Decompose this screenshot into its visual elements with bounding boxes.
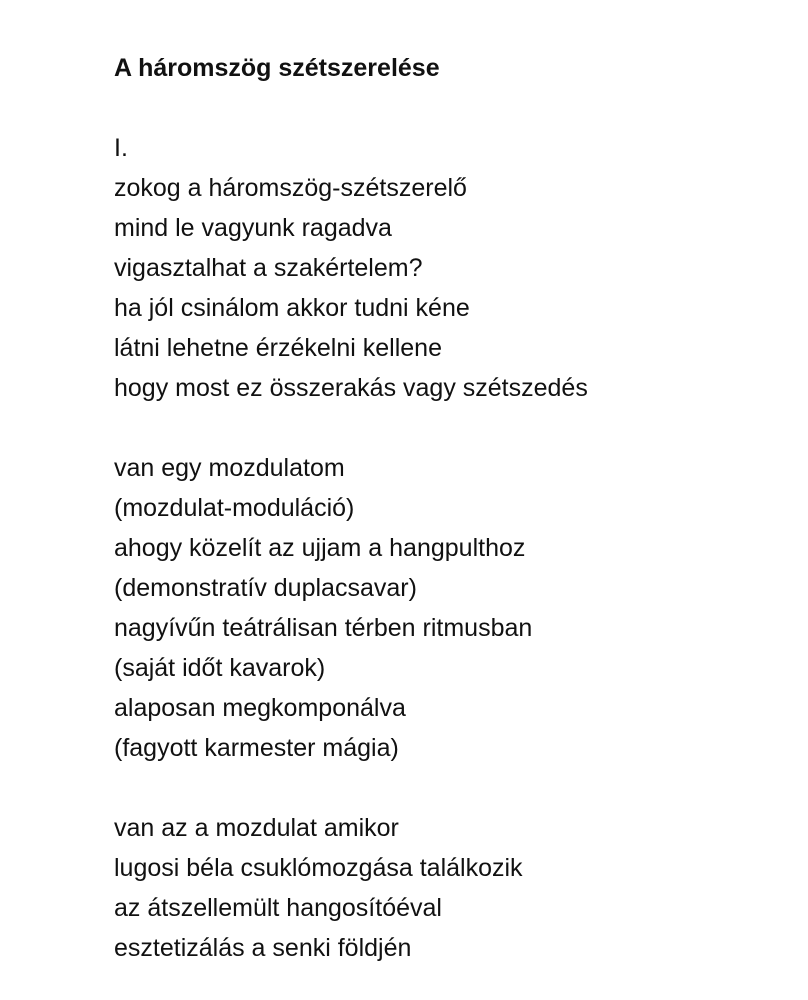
- poem-line: mind le vagyunk ragadva: [114, 214, 392, 242]
- poem-title: A háromszög szétszerelése: [114, 54, 440, 82]
- poem-line: az átszellemült hangosítóéval: [114, 894, 442, 922]
- poem-line: látni lehetne érzékelni kellene: [114, 334, 442, 362]
- poem-line: vigasztalhat a szakértelem?: [114, 254, 423, 282]
- poem-line: van az a mozdulat amikor: [114, 814, 399, 842]
- stanza-2: [114, 448, 774, 768]
- poem-line: esztetizálás a senki földjén: [114, 934, 412, 962]
- poem-line: (saját időt kavarok): [114, 654, 326, 682]
- poem-line: hogy most ez összerakás vagy szétszedés: [114, 374, 588, 402]
- blank-line: [114, 768, 774, 808]
- poem-line: van egy mozdulatom: [114, 454, 345, 482]
- poem-line: alaposan megkomponálva: [114, 694, 406, 722]
- poem: [114, 48, 774, 968]
- poem-line: nagyívűn teátrálisan térben ritmusban: [114, 614, 533, 642]
- stanza-3: [114, 808, 774, 968]
- poem-line: ha jól csinálom akkor tudni kéne: [114, 294, 470, 322]
- stanza-1: [114, 168, 774, 408]
- blank-line: [114, 408, 774, 448]
- poem-line: (fagyott karmester mágia): [114, 734, 399, 762]
- poem-line: zokog a háromszög-szétszerelő: [114, 174, 467, 202]
- blank-line: [114, 88, 774, 128]
- poem-line: lugosi béla csuklómozgása találkozik: [114, 854, 523, 882]
- poem-line: ahogy közelít az ujjam a hangpulthoz: [114, 534, 526, 562]
- poem-line: (mozdulat-moduláció): [114, 494, 355, 522]
- poem-line: (demonstratív duplacsavar): [114, 574, 417, 602]
- section-number: I.: [114, 134, 128, 162]
